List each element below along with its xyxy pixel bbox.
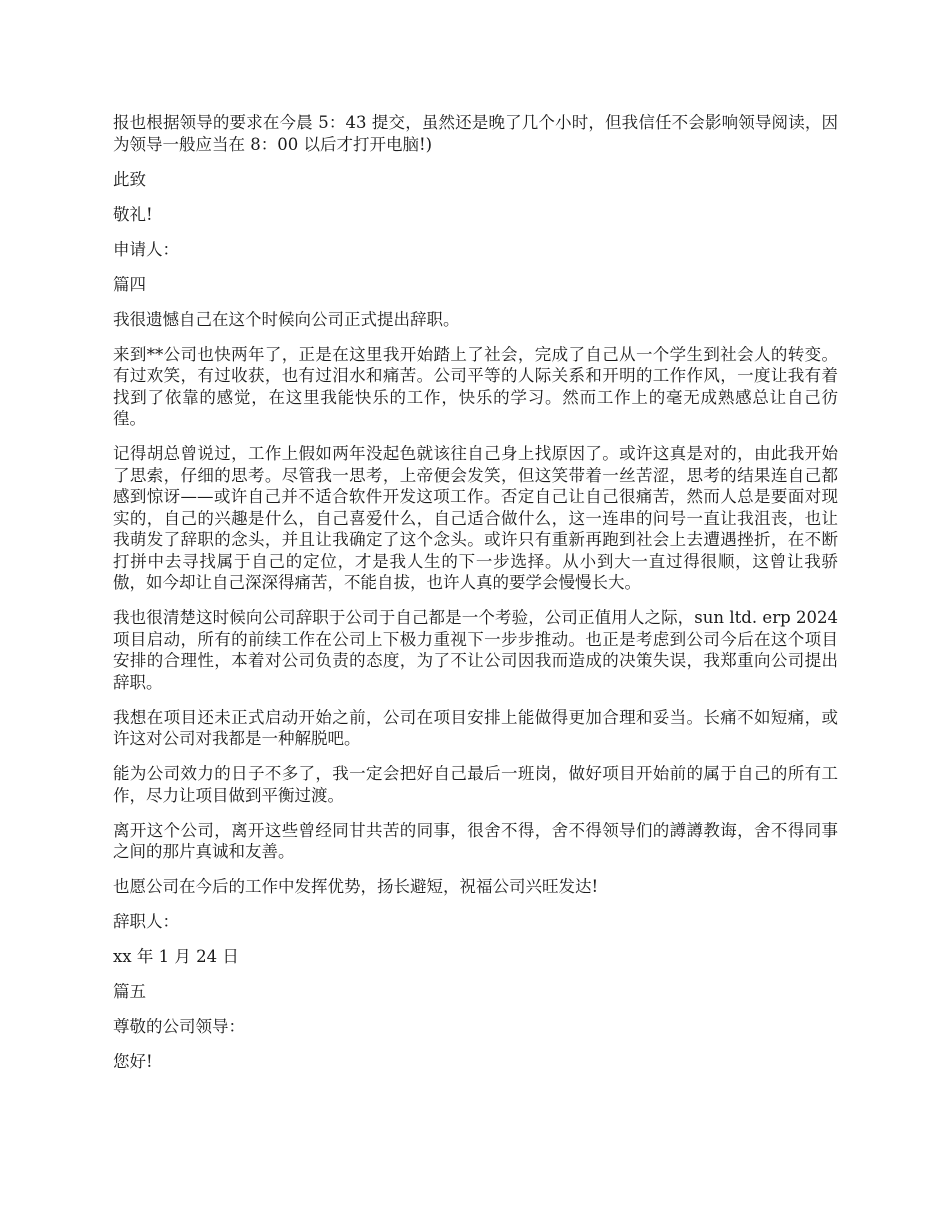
paragraph: 我也很清楚这时候向公司辞职于公司于自己都是一个考验，公司正值用人之际，sun ltd. erp 2024 项目启动，所有的前续工作在公司上下极力重视下一步步推动。也正是考虑到公司今后在这个项目安排的合理性，本着对公司负责的态度，为了不让公司因我而造成的决策失误，我郑重向公司提出辞职。 (113, 608, 838, 692)
salutation: 尊敬的公司领导： (113, 1017, 245, 1036)
section-heading: 篇四 (113, 274, 146, 294)
paragraph: 此致 (113, 169, 146, 189)
paragraph: 离开这个公司，离开这些曾经同甘共苦的同事，很舍不得，舍不得领导们的譐譐教诲，舍不得同事之间的那片真诚和友善。 (113, 820, 838, 861)
paragraph: 记得胡总曾说过，工作上假如两年没起色就该往自己身上找原因了。或许这真是对的，由此我开始了思索，仔细的思考。尽管我一思考，上帝便会发笑，但这笑带着一丝苦涩，思考的结果连自己都感到惊讶——或许自己并不适合软件开发这项工作。否定自己让自己很痛苦，然而人总是要面对现实的，自己的兴趣是什么，自己喜爱什么，自己适合做什么，这一连串的问号一直让我沮丧，也让我萌发了辞职的念头，并且让我确定了这个念头。或许只有重新再跑到社会上去遭遇挫折，在不断打拼中去寻找属于自己的定位，才是我人生的下一步选择。从小到大一直过得很顺，这曾让我骄傲，如今却让自己深深得痛苦，不能自拔，也许人真的要学会慢慢长大。 (113, 444, 838, 592)
paragraph: 辞职人： (113, 912, 179, 931)
paragraph: 报也根据领导的要求在今晨 5：43 提交，虽然还是晚了几个小时，但我信任不会影响领导阅读，因为领导一般应当在 8：00 以后才打开电脑!) (113, 113, 838, 154)
paragraph: 我想在项目还未正式启动开始之前，公司在项目安排上能做得更加合理和妥当。长痛不如短痛，或许这对公司对我都是一种解脱吧。 (113, 707, 838, 748)
date-line: xx 年 1 月 24 日 (113, 947, 239, 966)
paragraph: 能为公司效力的日子不多了，我一定会把好自己最后一班岗，做好项目开始前的属于自己的所有工作，尽力让项目做到平衡过渡。 (113, 764, 838, 805)
greeting: 您好! (113, 1052, 153, 1071)
paragraph: 来到**公司也快两年了，正是在这里我开始踏上了社会，完成了自己从一个学生到社会人的转变。有过欢笑，有过收获，也有过泪水和痛苦。公司平等的人际关系和开明的工作作风，一度让我有着找到了依靠的感觉，在这里我能快乐的工作，快乐的学习。然而工作上的毫无成熟感总让自己彷徨。 (113, 344, 838, 428)
paragraph: 也愿公司在今后的工作中发挥优势，扬长避短，祝福公司兴旺发达! (113, 877, 599, 896)
section-heading: 篇五 (113, 982, 146, 1001)
paragraph: 敬礼! (113, 204, 153, 224)
paragraph: 申请人： (113, 239, 179, 259)
paragraph: 我很遗憾自己在这个时候向公司正式提出辞职。 (113, 309, 460, 329)
